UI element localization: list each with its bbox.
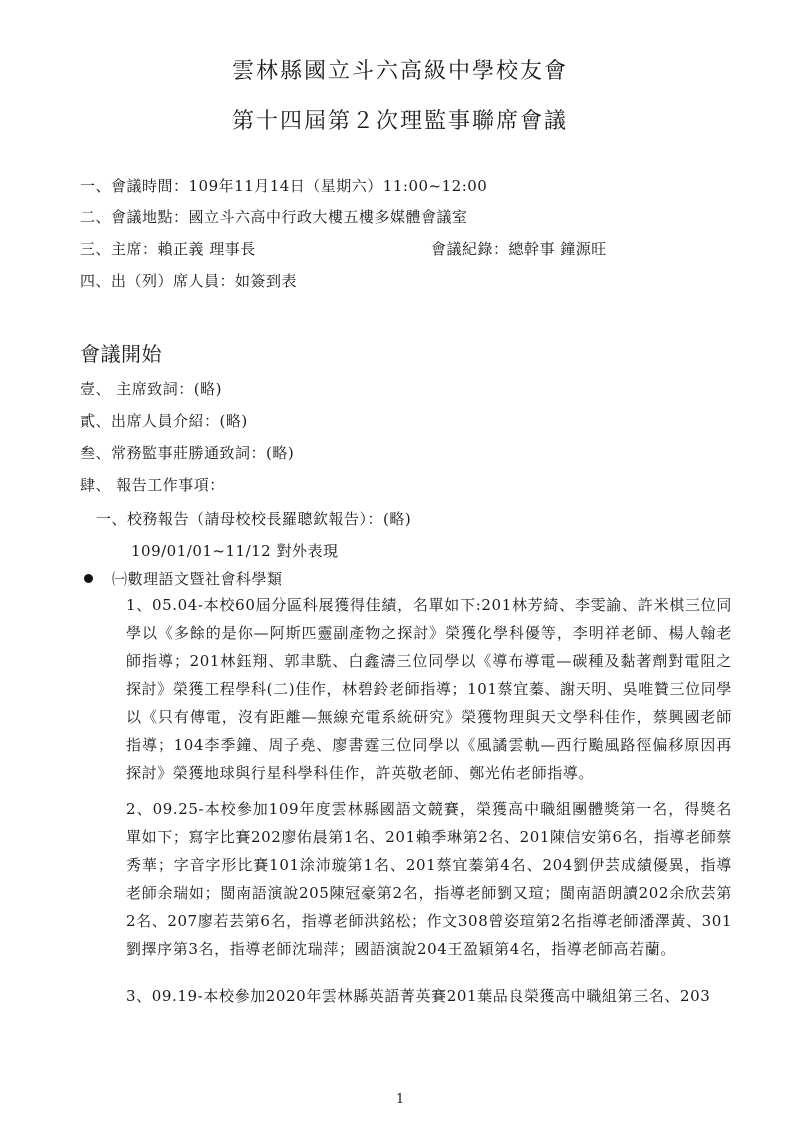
meeting-start-heading: 會議開始 [80, 342, 162, 366]
meeting-time: 一、會議時間：109年11月14日（星期六）11:00~12:00 [80, 177, 488, 195]
paragraph-item: 3、09.19-本校參加2020年雲林縣英語菁英賽201葉品良榮獲高中職組第三名、203 [126, 987, 711, 1005]
meeting-place: 二、會議地點：國立斗六高中行政大樓五樓多媒體會議室 [80, 208, 468, 226]
agenda-item: 貳、出席人員介紹：(略) [80, 412, 248, 430]
agenda-item: 壹、 主席致詞：(略) [80, 380, 222, 398]
paragraph-item: 1、05.04-本校60屆分區科展獲得佳績，名單如下:201林芳綺、李雯諭、許米棋三位同學以《多餘的是你—阿斯匹靈副產物之探討》榮獲化學科優等，李明祥老師、楊人翰老師指導；201林鈺翔、郭聿駪、白鑫濤三位同學以《導布導電—碳種及黏著劑對電阻之探討》榮獲工程學科(二)佳作，林碧鈴老師指導；101蔡宜蓁、謝天明、吳唯贊三位同學以《只有傳電，沒有距離—無線充電系統研究》榮獲物理與天文學科佳作，蔡興國老師指導；104李季鐘、周子堯、廖書霆三位同學以《風譎雲軌—西行颱風路徑偏移原因再探討》榮獲地球與行星科學科佳作，許英敬老師、鄭光佑老師指導。 [126, 596, 732, 782]
agenda-item: 肆、 報告工作事項： [80, 476, 225, 494]
category-heading: ㈠數理語文暨社會科學類 [112, 570, 283, 588]
agenda-item: 叁、常務監事莊勝通致詞：(略) [80, 444, 295, 462]
period-line: 109/01/01~11/12 對外表現 [131, 542, 339, 560]
meeting-chair: 三、主席：賴正義 理事長 [80, 240, 256, 258]
document-subtitle: 第十四屆第２次理監事聯席會議 [231, 109, 568, 134]
document-title: 雲林縣國立斗六高級中學校友會 [231, 59, 568, 84]
paragraph-item: 2、09.25-本校參加109年度雲林縣國語文競賽，榮獲高中職組團體獎第一名，得獎名單如下；寫字比賽202廖佑晨第1名、201賴季琳第2名、201陳信安第6名，指導老師蔡秀華；字音字形比賽101涂沛璇第1名、201蔡宜蓁第4名、204劉伊芸成績優異，指導老師余瑞如；閩南語演說205陳冠豪第2名，指導老師劉又瑄；閩南語朗讀202余欣芸第2名、207廖若芸第6名，指導老師洪銘松；作文308曾姿瑄第2名指導老師潘澤黃、301劉擇序第3名，指導老師沈瑞萍；國語演說204王盈穎第4名，指導老師高若蘭。 [126, 800, 732, 958]
bullet-icon [84, 574, 93, 583]
meeting-attendees: 四、出（列）席人員：如簽到表 [80, 272, 298, 290]
page-number: 1 [395, 1092, 405, 1107]
meeting-recorder: 會議紀錄：總幹事 鐘源旺 [431, 240, 607, 258]
school-report-line: 一、校務報告（請母校校長羅聰欽報告）：(略) [96, 510, 412, 528]
